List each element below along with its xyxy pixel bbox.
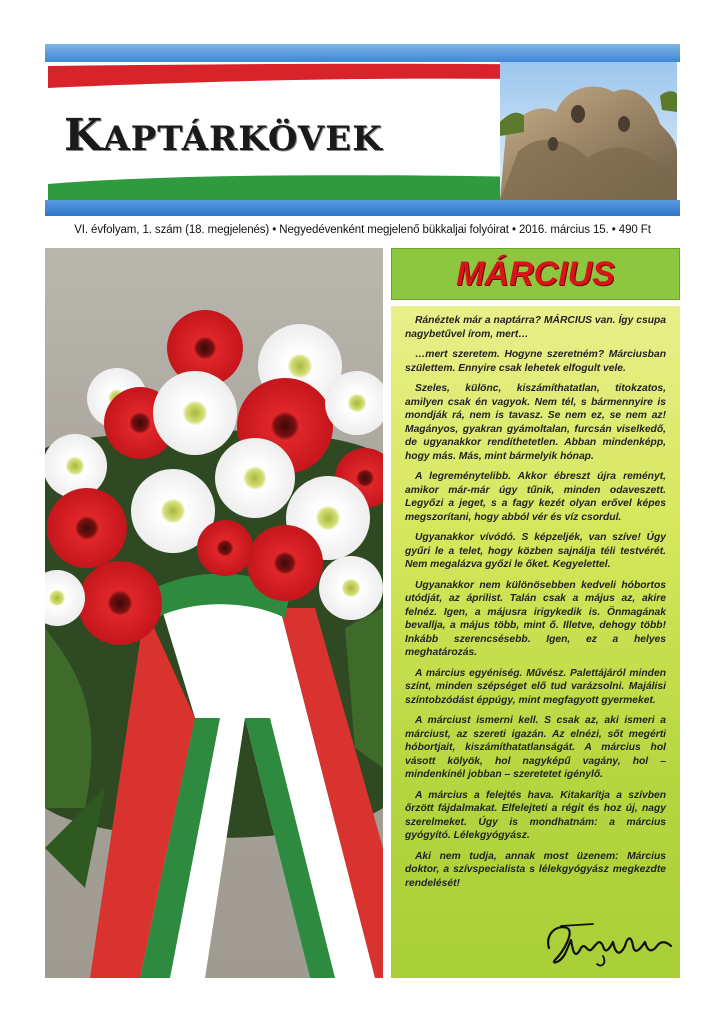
article-title-box: [391, 248, 680, 300]
masthead-bottom-bar: [45, 200, 680, 216]
author-signature: [541, 918, 677, 970]
article-paragraph: A március a felejtés hava. Kitakarítja a szívben őrzött fájdalmakat. Elfelejteti a régit és hoz új, nagy szerelmeket. Úgy is mondhatnám: a március gyógyító. Lélekgyógyász.: [405, 789, 666, 841]
article-body: [391, 306, 680, 978]
masthead-top-bar: [45, 44, 680, 62]
article-paragraph: A legreménytelibb. Akkor ébreszt újra reményt, amikor már-már úgy tűnik, minden odaveszett. Legyőzi a jeget, s a fagy kezét olyan erővel képes megszorítani, hogy abból vér és víz csordul.: [405, 471, 666, 523]
article-paragraph: Ugyanakkor nem különösebben kedveli hóbortos utódját, az áprilist. Talán csak a május az, akire felnéz. Igen, a májusra irigykedik is. Önmagának bevallja, a május több, mint ő. Illetve, dehogy több! Inkább szerencsésebb. Igen, ez a helyes meghatározás.: [405, 579, 666, 658]
article-title: MÁRCIUS: [456, 255, 615, 293]
masthead-title: KAPTÁRKÖVEK: [64, 110, 383, 161]
article-paragraph: Ugyanakkor vívódó. S képzeljék, van szíve! Úgy gyűri le a telet, hogy közben sajnálja téli testvérét. Nem megalázva győzi le őket. Kegyelettel.: [405, 532, 666, 570]
masthead-banner: [48, 62, 677, 200]
article-paragraph: A március egyéniség. Művész. Palettájáról minden színt, minden szépséget elő tud varázsolni. Majálisi színtobzódást éppúgy, mint megfagyott gyermeket.: [405, 667, 666, 706]
wreath-illustration: [45, 248, 383, 978]
article-paragraph: Ránéztek már a naptárra? MÁRCIUS van. Így csupa nagybetűvel írom, mert…: [405, 315, 666, 340]
wreath-photo: [45, 248, 383, 978]
article-paragraph: A márciust ismerni kell. S csak az, aki ismeri a márciust, az szereti igazán. Az elnézi, sőt megérti hóbortjait, kiszámíthatatlanságát. A március hol vásott kölyök, hol nagyképű vagány, hol – mindenkinél jobban – szeretetet igénylő.: [405, 715, 666, 780]
issue-info-line: VI. évfolyam, 1. szám (18. megjelenés) • Negyedévenként megjelenő bükkaljai folyóirat • 2016. március 15. • 490 Ft: [74, 224, 651, 236]
masthead: [45, 44, 680, 216]
article-paragraph: …mert szeretem. Hogyne szeretném? Márciusban születtem. Ennyire csak lehetek elfogult vele.: [405, 349, 666, 374]
article-paragraph: Szeles, különc, kiszámíthatatlan, titokzatos, amilyen csak én vagyok. Nem tél, s bármennyire is mondják rá, nem is tavasz. Se nem ez, se nem az! Magányos, gyakran gyámoltalan, furcsán viselkedő, de ugyanakkor rendíthetetlen. Abban mindenképp, hogy más. Más, mint bármelyik hónap.: [405, 383, 666, 462]
article-paragraph: Aki nem tudja, annak most üzenem: Március doktor, a szívspecialista s lélekgyógyász megkezdte rendelését!: [405, 850, 666, 889]
